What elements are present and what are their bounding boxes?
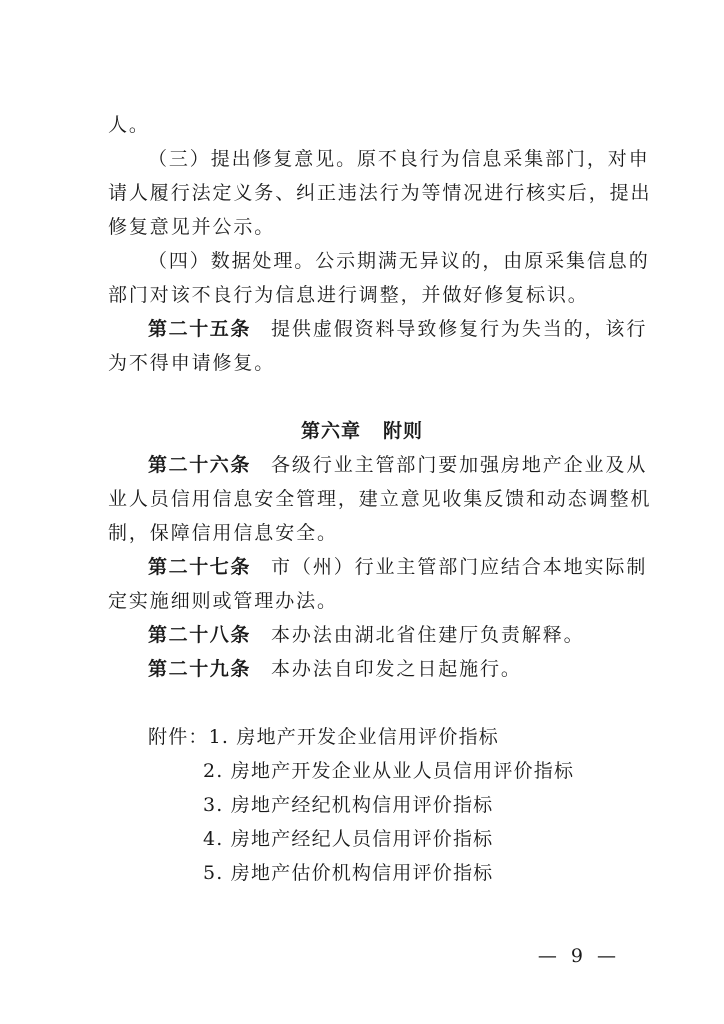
article-29 — [108, 652, 616, 686]
paragraph-line: 人。 — [108, 114, 150, 136]
article-27 — [108, 550, 648, 584]
paragraph-line: 制，保障信用信息安全。 — [108, 522, 338, 544]
article-text: 提供虚假资料导致修复行为失当的，该行 — [271, 318, 648, 340]
attachment-item: 5. 房地产估价机构信用评价指标 — [203, 862, 494, 884]
attachment-text: 1. 房地产开发企业信用评价指标 — [208, 726, 499, 748]
paragraph-line: 请人履行法定义务、纠正违法行为等情况进行核实后，提出 — [108, 182, 652, 204]
paragraph-line: 为不得申请修复。 — [108, 352, 276, 374]
paragraph-line: （四）数据处理。公示期满无异议的，由原采集信息的 — [148, 250, 650, 272]
article-title: 第二十六条 — [148, 454, 252, 476]
article-28 — [108, 618, 616, 652]
paragraph-line: 业人员信用信息安全管理，建立意见收集反馈和动态调整机 — [108, 488, 652, 510]
page-number-text: — 9 — — [537, 945, 620, 967]
chapter-number: 第六章 — [300, 420, 361, 442]
attachment-item: 4. 房地产经纪人员信用评价指标 — [203, 828, 494, 850]
paragraph-line: 部门对该不良行为信息进行调整，并做好修复标识。 — [108, 284, 589, 306]
article-title: 第二十七条 — [148, 556, 252, 578]
attachment-label: 附件： — [148, 726, 209, 748]
article-25 — [108, 312, 648, 346]
chapter-name: 附则 — [383, 420, 424, 442]
article-title: 第二十八条 — [148, 624, 252, 646]
article-text: 本办法由湖北省住建厅负责解释。 — [271, 624, 585, 646]
paragraph-line: 修复意见并公示。 — [108, 216, 276, 238]
article-26 — [108, 448, 648, 482]
article-title: 第二十五条 — [148, 318, 252, 340]
page-number — [0, 945, 724, 967]
article-text: 市（州）行业主管部门应结合本地实际制 — [271, 556, 648, 578]
document-body — [108, 108, 652, 890]
article-title: 第二十九条 — [148, 658, 252, 680]
attachment-item: 2. 房地产开发企业从业人员信用评价指标 — [203, 760, 575, 782]
attachment-item — [108, 720, 616, 754]
attachment-item: 3. 房地产经纪机构信用评价指标 — [203, 794, 494, 816]
article-text: 各级行业主管部门要加强房地产企业及从 — [271, 454, 648, 476]
chapter-heading — [108, 414, 616, 448]
paragraph-line: 定实施细则或管理办法。 — [108, 590, 338, 612]
paragraph-line: （三）提出修复意见。原不良行为信息采集部门，对申 — [148, 148, 650, 170]
article-text: 本办法自印发之日起施行。 — [271, 658, 522, 680]
